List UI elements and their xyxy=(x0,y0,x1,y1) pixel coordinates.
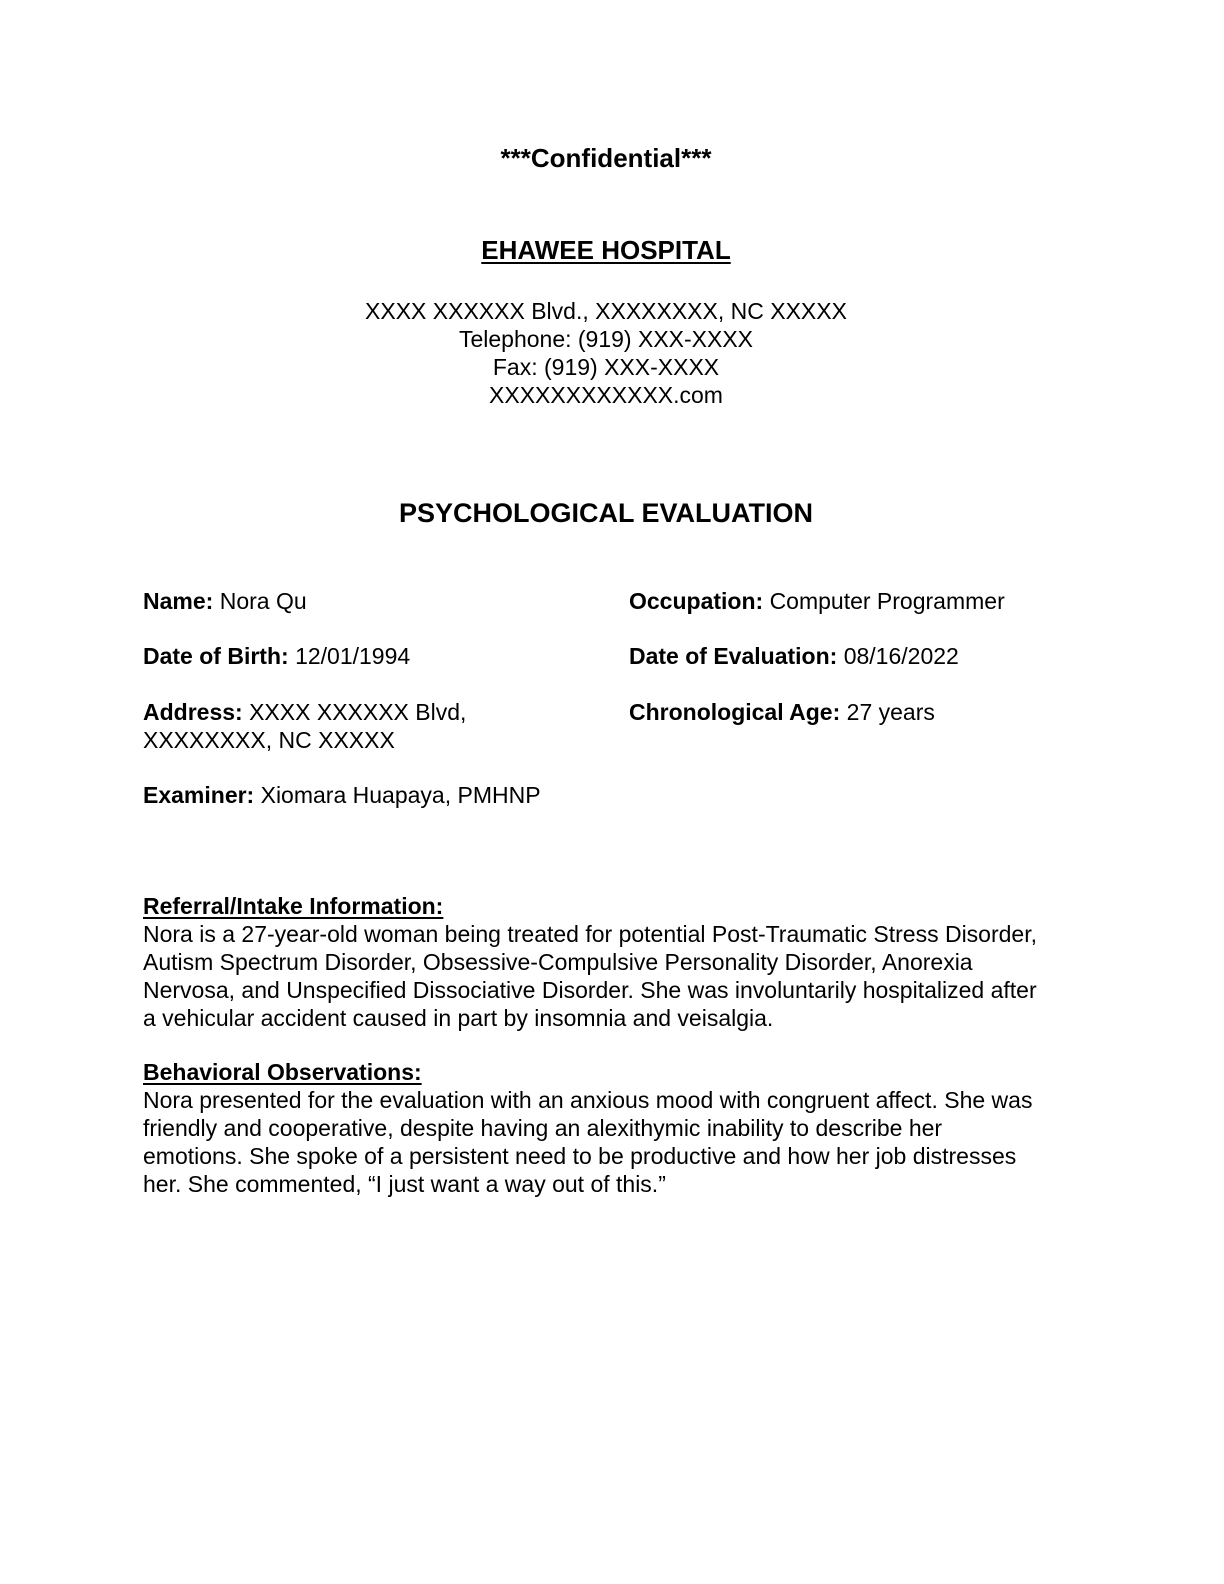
hospital-fax: Fax: (919) XXX-XXXX xyxy=(492,354,720,380)
report-title: PSYCHOLOGICAL EVALUATION xyxy=(398,498,814,528)
field-evaluation-date-label: Date of Evaluation: xyxy=(629,643,838,669)
hospital-telephone: Telephone: (919) XXX-XXXX xyxy=(458,326,754,352)
field-address-value-line2: XXXXXXXX, NC XXXXX xyxy=(143,727,395,753)
field-age xyxy=(629,698,935,726)
field-examiner-value: Xiomara Huapaya, PMHNP xyxy=(260,782,541,808)
field-occupation xyxy=(629,587,1005,615)
field-evaluation-date-value: 08/16/2022 xyxy=(843,643,959,669)
section-line: Autism Spectrum Disorder, Obsessive-Compulsive Personality Disorder, Anorexia xyxy=(143,949,973,975)
section-heading: Referral/Intake Information: xyxy=(143,893,444,919)
confidential-notice: ***Confidential*** xyxy=(500,143,712,173)
field-name-value: Nora Qu xyxy=(219,588,307,614)
field-dob-label: Date of Birth: xyxy=(143,643,289,669)
section-line: Nora presented for the evaluation with an anxious mood with congruent affect. She was xyxy=(143,1087,1033,1113)
field-occupation-value: Computer Programmer xyxy=(769,588,1005,614)
hospital-website: XXXXXXXXXXXX.com xyxy=(489,382,723,408)
field-evaluation-date xyxy=(629,642,959,670)
field-occupation-label: Occupation: xyxy=(629,588,764,614)
field-name xyxy=(143,587,307,615)
hospital-name: EHAWEE HOSPITAL xyxy=(481,235,731,265)
section-referral-intake xyxy=(143,892,1083,1032)
section-line: emotions. She spoke of a persistent need to be productive and how her job distresses xyxy=(143,1143,1017,1169)
section-line: Nervosa, and Unspecified Dissociative Disorder. She was involuntarily hospitalized after xyxy=(143,977,1037,1003)
field-examiner-label: Examiner: xyxy=(143,782,255,808)
field-dob xyxy=(143,642,410,670)
section-behavioral-observations xyxy=(143,1058,1083,1198)
hospital-contact-block xyxy=(0,297,1212,409)
field-address-value-line1: XXXX XXXXXX Blvd, xyxy=(249,699,467,725)
field-age-label: Chronological Age: xyxy=(629,699,841,725)
hospital-address: XXXX XXXXXX Blvd., XXXXXXXX, NC XXXXX xyxy=(365,298,847,324)
section-body xyxy=(143,1086,1083,1198)
field-dob-value: 12/01/1994 xyxy=(295,643,411,669)
field-address xyxy=(143,698,466,754)
field-address-label: Address: xyxy=(143,699,243,725)
section-line: friendly and cooperative, despite having an alexithymic inability to describe her xyxy=(143,1115,943,1141)
section-line: Nora is a 27-year-old woman being treated for potential Post-Traumatic Stress Disorder, xyxy=(143,921,1037,947)
field-age-value: 27 years xyxy=(846,699,935,725)
section-heading: Behavioral Observations: xyxy=(143,1059,422,1085)
section-line: a vehicular accident caused in part by insomnia and veisalgia. xyxy=(143,1005,774,1031)
field-examiner xyxy=(143,781,541,809)
section-line: her. She commented, “I just want a way out of this.” xyxy=(143,1171,666,1197)
field-name-label: Name: xyxy=(143,588,214,614)
section-body xyxy=(143,920,1083,1032)
